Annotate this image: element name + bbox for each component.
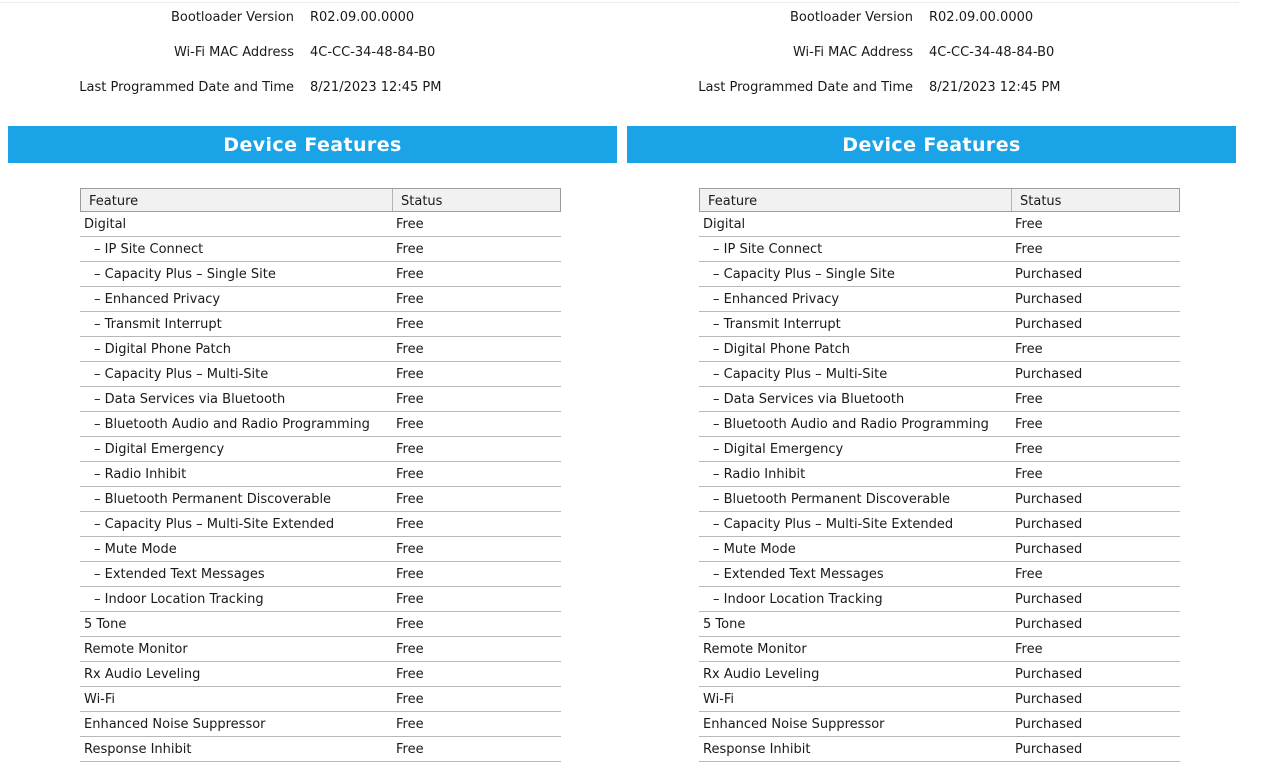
device-features-banner: Device Features bbox=[8, 126, 617, 163]
status-cell: Free bbox=[1015, 442, 1043, 457]
table-row[interactable] bbox=[80, 587, 561, 612]
feature-cell: – Data Services via Bluetooth bbox=[94, 392, 286, 407]
table-row[interactable] bbox=[699, 612, 1180, 637]
info-label: Wi-Fi MAC Address bbox=[792, 45, 913, 60]
wifi-mac-row bbox=[0, 45, 620, 65]
info-value: 8/21/2023 12:45 PM bbox=[310, 80, 442, 95]
feature-cell: Response Inhibit bbox=[84, 742, 192, 757]
feature-cell: Rx Audio Leveling bbox=[84, 667, 201, 682]
table-row[interactable] bbox=[699, 237, 1180, 262]
table-row[interactable] bbox=[80, 387, 561, 412]
status-cell: Free bbox=[396, 667, 424, 682]
status-cell: Purchased bbox=[1015, 292, 1083, 307]
feature-cell: – Bluetooth Audio and Radio Programming bbox=[94, 417, 370, 432]
status-cell: Purchased bbox=[1015, 667, 1083, 682]
feature-cell: – Indoor Location Tracking bbox=[94, 592, 264, 607]
info-value: 8/21/2023 12:45 PM bbox=[929, 80, 1061, 95]
status-cell: Free bbox=[396, 742, 424, 757]
status-cell: Free bbox=[396, 267, 424, 282]
info-value: R02.09.00.0000 bbox=[310, 10, 415, 25]
table-header[interactable] bbox=[80, 188, 561, 212]
status-cell: Free bbox=[396, 342, 424, 357]
feature-cell: – Digital Emergency bbox=[713, 442, 844, 457]
table-header[interactable] bbox=[699, 188, 1180, 212]
feature-cell: – Transmit Interrupt bbox=[94, 317, 222, 332]
status-cell: Free bbox=[396, 517, 424, 532]
status-cell: Purchased bbox=[1015, 317, 1083, 332]
table-row[interactable] bbox=[699, 662, 1180, 687]
status-cell: Free bbox=[1015, 217, 1043, 232]
info-label: Bootloader Version bbox=[790, 10, 913, 25]
table-row[interactable] bbox=[80, 537, 561, 562]
feature-cell: – Mute Mode bbox=[94, 542, 177, 557]
feature-cell: – Capacity Plus – Single Site bbox=[94, 267, 276, 282]
info-value: R02.09.00.0000 bbox=[929, 10, 1034, 25]
feature-cell: – Data Services via Bluetooth bbox=[713, 392, 905, 407]
table-row[interactable] bbox=[699, 537, 1180, 562]
table-row[interactable] bbox=[699, 262, 1180, 287]
table-row[interactable] bbox=[80, 637, 561, 662]
table-row[interactable] bbox=[80, 562, 561, 587]
info-label: Bootloader Version bbox=[171, 10, 294, 25]
table-row[interactable] bbox=[80, 712, 561, 737]
table-body bbox=[699, 212, 1180, 762]
feature-cell: – Digital Emergency bbox=[94, 442, 225, 457]
bootloader-version-row bbox=[0, 10, 620, 30]
feature-cell: – Enhanced Privacy bbox=[713, 292, 840, 307]
right-panel bbox=[619, 0, 1239, 776]
table-row[interactable] bbox=[699, 437, 1180, 462]
status-cell: Purchased bbox=[1015, 367, 1083, 382]
status-cell: Free bbox=[396, 417, 424, 432]
column-resize-handle[interactable] bbox=[392, 189, 393, 211]
wifi-mac-row bbox=[619, 45, 1239, 65]
status-cell: Purchased bbox=[1015, 517, 1083, 532]
table-row[interactable] bbox=[699, 412, 1180, 437]
feature-cell: Wi-Fi bbox=[703, 692, 735, 707]
feature-cell: – Enhanced Privacy bbox=[94, 292, 221, 307]
table-row[interactable] bbox=[699, 212, 1180, 237]
table-row[interactable] bbox=[80, 312, 561, 337]
status-cell: Free bbox=[1015, 567, 1043, 582]
status-cell: Free bbox=[396, 442, 424, 457]
table-row[interactable] bbox=[80, 687, 561, 712]
feature-cell: Remote Monitor bbox=[703, 642, 807, 657]
top-divider bbox=[619, 2, 1239, 3]
table-row[interactable] bbox=[699, 562, 1180, 587]
feature-cell: Digital bbox=[84, 217, 127, 232]
status-cell: Free bbox=[1015, 392, 1043, 407]
status-cell: Free bbox=[396, 317, 424, 332]
table-row[interactable] bbox=[699, 387, 1180, 412]
info-value: 4C-CC-34-48-84-B0 bbox=[310, 45, 436, 60]
status-cell: Free bbox=[396, 492, 424, 507]
feature-column-header[interactable]: Feature bbox=[708, 194, 758, 209]
top-divider bbox=[0, 2, 620, 3]
status-cell: Free bbox=[396, 592, 424, 607]
status-cell: Free bbox=[396, 242, 424, 257]
feature-cell: – Bluetooth Audio and Radio Programming bbox=[713, 417, 989, 432]
feature-column-header[interactable]: Feature bbox=[89, 194, 139, 209]
table-row[interactable] bbox=[699, 712, 1180, 737]
features-table bbox=[699, 188, 1180, 762]
table-row[interactable] bbox=[699, 362, 1180, 387]
column-resize-handle[interactable] bbox=[1011, 189, 1012, 211]
feature-cell: – Extended Text Messages bbox=[713, 567, 884, 582]
feature-cell: – IP Site Connect bbox=[713, 242, 823, 257]
feature-cell: 5 Tone bbox=[703, 617, 746, 632]
table-row[interactable] bbox=[80, 462, 561, 487]
status-cell: Free bbox=[1015, 417, 1043, 432]
status-cell: Purchased bbox=[1015, 492, 1083, 507]
table-row[interactable] bbox=[699, 687, 1180, 712]
status-cell: Free bbox=[396, 692, 424, 707]
left-panel bbox=[0, 0, 620, 776]
table-row[interactable] bbox=[699, 737, 1180, 762]
feature-cell: – Digital Phone Patch bbox=[713, 342, 851, 357]
feature-cell: – Indoor Location Tracking bbox=[713, 592, 883, 607]
table-row[interactable] bbox=[80, 662, 561, 687]
feature-cell: – Bluetooth Permanent Discoverable bbox=[713, 492, 951, 507]
status-cell: Free bbox=[396, 617, 424, 632]
table-body bbox=[80, 212, 561, 762]
status-cell: Free bbox=[396, 567, 424, 582]
table-row[interactable] bbox=[699, 337, 1180, 362]
feature-cell: – Extended Text Messages bbox=[94, 567, 265, 582]
table-row[interactable] bbox=[80, 487, 561, 512]
table-row[interactable] bbox=[699, 587, 1180, 612]
status-cell: Purchased bbox=[1015, 267, 1083, 282]
table-row[interactable] bbox=[80, 287, 561, 312]
feature-cell: – Capacity Plus – Multi-Site bbox=[713, 367, 888, 382]
feature-cell: Remote Monitor bbox=[84, 642, 188, 657]
status-cell: Free bbox=[396, 217, 424, 232]
status-cell: Free bbox=[396, 367, 424, 382]
status-cell: Free bbox=[1015, 467, 1043, 482]
status-cell: Free bbox=[396, 642, 424, 657]
status-cell: Free bbox=[396, 292, 424, 307]
table-row[interactable] bbox=[80, 612, 561, 637]
info-label: Wi-Fi MAC Address bbox=[173, 45, 294, 60]
table-row[interactable] bbox=[699, 487, 1180, 512]
table-row[interactable] bbox=[80, 337, 561, 362]
features-table bbox=[80, 188, 561, 762]
info-label: Last Programmed Date and Time bbox=[698, 80, 913, 95]
table-row[interactable] bbox=[699, 512, 1180, 537]
bootloader-version-row bbox=[619, 10, 1239, 30]
status-cell: Free bbox=[396, 717, 424, 732]
table-row[interactable] bbox=[80, 262, 561, 287]
feature-cell: Enhanced Noise Suppressor bbox=[703, 717, 885, 732]
feature-cell: – Capacity Plus – Multi-Site Extended bbox=[94, 517, 335, 532]
status-cell: Purchased bbox=[1015, 692, 1083, 707]
feature-cell: – IP Site Connect bbox=[94, 242, 204, 257]
status-cell: Free bbox=[1015, 642, 1043, 657]
table-row[interactable] bbox=[80, 212, 561, 237]
status-cell: Free bbox=[396, 467, 424, 482]
table-row[interactable] bbox=[80, 362, 561, 387]
last-programmed-row bbox=[619, 80, 1239, 100]
feature-cell: – Transmit Interrupt bbox=[713, 317, 841, 332]
last-programmed-row bbox=[0, 80, 620, 100]
status-cell: Free bbox=[1015, 242, 1043, 257]
info-label: Last Programmed Date and Time bbox=[79, 80, 294, 95]
feature-cell: – Bluetooth Permanent Discoverable bbox=[94, 492, 332, 507]
feature-cell: – Radio Inhibit bbox=[713, 467, 806, 482]
status-cell: Purchased bbox=[1015, 717, 1083, 732]
table-row[interactable] bbox=[80, 437, 561, 462]
status-cell: Purchased bbox=[1015, 617, 1083, 632]
table-row[interactable] bbox=[699, 287, 1180, 312]
table-row[interactable] bbox=[80, 737, 561, 762]
feature-cell: 5 Tone bbox=[84, 617, 127, 632]
feature-cell: Wi-Fi bbox=[84, 692, 116, 707]
feature-cell: – Mute Mode bbox=[713, 542, 796, 557]
status-cell: Purchased bbox=[1015, 742, 1083, 757]
status-column-header[interactable]: Status bbox=[401, 194, 443, 209]
status-cell: Purchased bbox=[1015, 592, 1083, 607]
feature-cell: – Digital Phone Patch bbox=[94, 342, 232, 357]
table-row[interactable] bbox=[80, 237, 561, 262]
table-row[interactable] bbox=[699, 637, 1180, 662]
table-row[interactable] bbox=[699, 312, 1180, 337]
feature-cell: – Capacity Plus – Single Site bbox=[713, 267, 895, 282]
table-row[interactable] bbox=[699, 462, 1180, 487]
feature-cell: Digital bbox=[703, 217, 746, 232]
table-row[interactable] bbox=[80, 512, 561, 537]
status-cell: Free bbox=[396, 392, 424, 407]
info-value: 4C-CC-34-48-84-B0 bbox=[929, 45, 1055, 60]
feature-cell: – Capacity Plus – Multi-Site bbox=[94, 367, 269, 382]
device-features-banner: Device Features bbox=[627, 126, 1236, 163]
status-cell: Free bbox=[1015, 342, 1043, 357]
table-row[interactable] bbox=[80, 412, 561, 437]
feature-cell: Response Inhibit bbox=[703, 742, 811, 757]
status-column-header[interactable]: Status bbox=[1020, 194, 1062, 209]
feature-cell: – Radio Inhibit bbox=[94, 467, 187, 482]
status-cell: Free bbox=[396, 542, 424, 557]
feature-cell: – Capacity Plus – Multi-Site Extended bbox=[713, 517, 954, 532]
feature-cell: Enhanced Noise Suppressor bbox=[84, 717, 266, 732]
feature-cell: Rx Audio Leveling bbox=[703, 667, 820, 682]
status-cell: Purchased bbox=[1015, 542, 1083, 557]
